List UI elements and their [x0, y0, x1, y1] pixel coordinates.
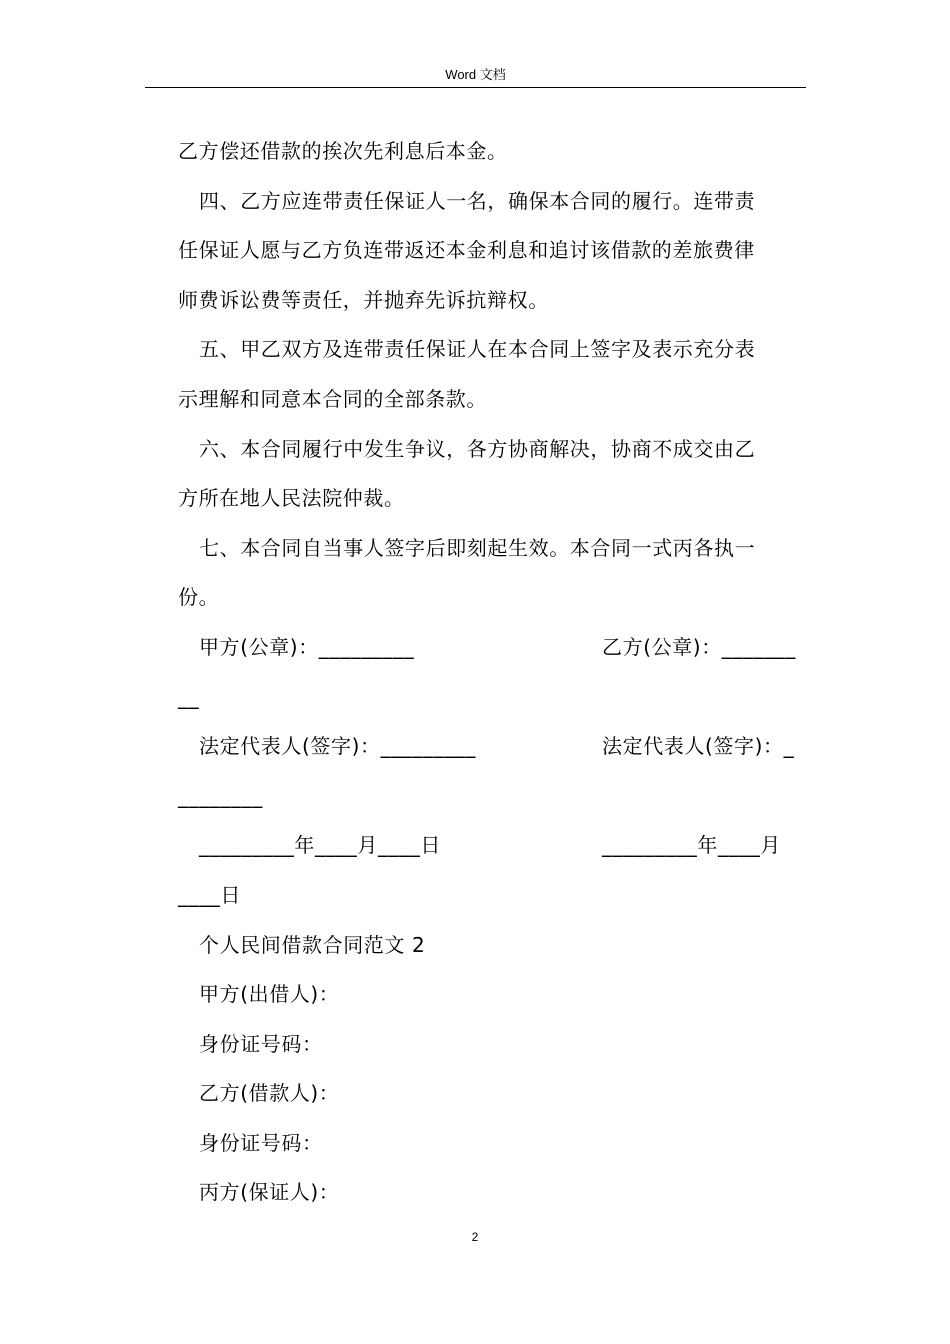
signature-row-representative: [178, 722, 805, 772]
party-b-date-field: _________年____月: [602, 833, 781, 858]
clause-six: 六、本合同履行中发生争议，各方协商解决，协商不成交由乙: [199, 436, 756, 461]
clause-five: 五、甲乙双方及连带责任保证人在本合同上签字及表示充分表: [199, 337, 756, 362]
paragraph-line: 示理解和同意本合同的全部条款。: [178, 386, 487, 411]
paragraph-line: 份。: [178, 585, 220, 610]
clause-seven: 七、本合同自当事人签字后即刻起生效。本合同一式丙各执一: [199, 535, 756, 560]
paragraph-line: 乙方偿还借款的挨次先利息后本金。: [178, 139, 508, 163]
lender-field: 甲方(出借人)：: [199, 982, 340, 1007]
signature-row-seal: [178, 623, 805, 673]
page-number: 2: [471, 1230, 479, 1244]
guarantor-field: 丙方(保证人)：: [199, 1180, 340, 1205]
borrower-field: 乙方(借款人)：: [199, 1081, 340, 1106]
paragraph-line: 任保证人愿与乙方负连带返还本金利息和追讨该借款的差旅费律: [178, 238, 755, 263]
signature-line-continuation: ____日: [178, 882, 241, 907]
paragraph-line: 师费诉讼费等责任，并抛弃先诉抗辩权。: [178, 287, 549, 312]
signature-row-date: [178, 821, 805, 871]
signature-line-continuation: __: [178, 684, 200, 709]
party-b-representative-field: 法定代表人(签字)：_: [602, 734, 795, 759]
party-a-date-field: _________年____月____日: [199, 833, 441, 858]
document-body: [178, 127, 805, 1218]
party-a-representative-field: 法定代表人(签字)：_________: [199, 734, 477, 759]
paragraph-line: 方所在地人民法院仲裁。: [178, 486, 405, 511]
clause-four: 四、乙方应连带责任保证人一名，确保本合同的履行。连带责: [199, 188, 756, 213]
party-b-seal-field: 乙方(公章)：_______: [602, 634, 797, 659]
page-header: Word 文档: [445, 67, 506, 82]
section-title: 个人民间借款合同范文 2: [199, 932, 426, 957]
lender-id-field: 身份证号码：: [199, 1031, 323, 1056]
party-a-seal-field: 甲方(公章)：_________: [199, 634, 415, 659]
signature-line-continuation: ________: [178, 783, 263, 808]
header-rule: [145, 87, 806, 88]
borrower-id-field: 身份证号码：: [199, 1130, 323, 1155]
